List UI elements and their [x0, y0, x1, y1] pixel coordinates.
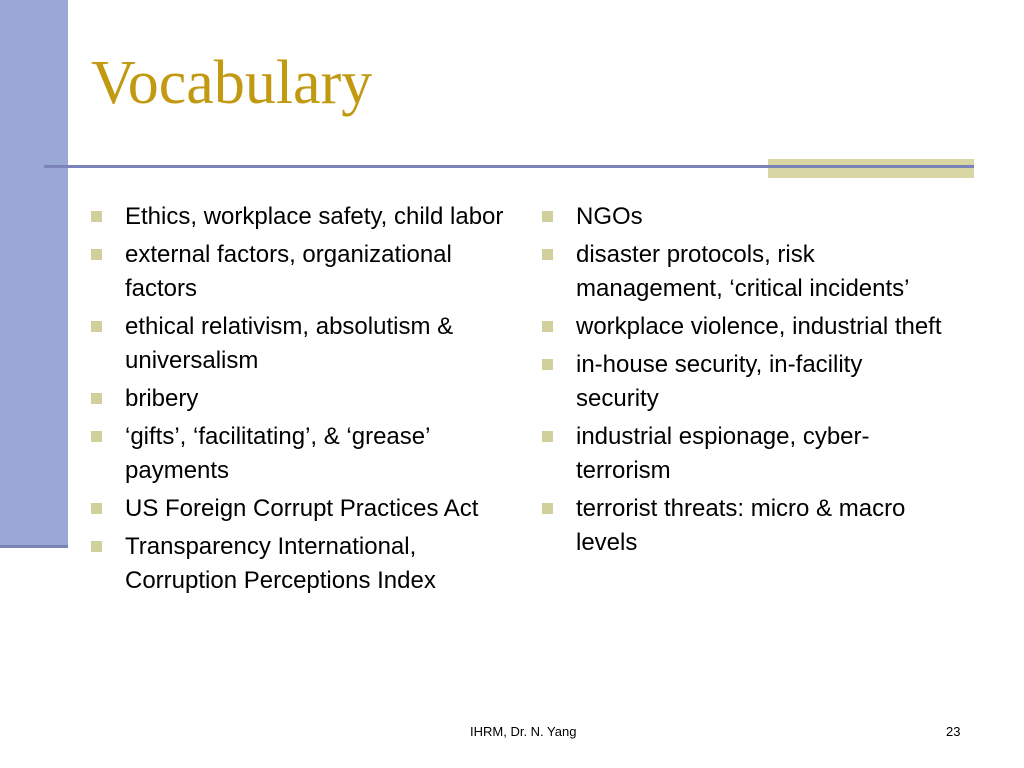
list-item — [541, 310, 951, 344]
list-item — [90, 310, 515, 378]
square-bullet-icon — [542, 503, 553, 514]
square-bullet-icon — [542, 321, 553, 332]
list-item — [541, 238, 951, 306]
list-item-text: terrorist threats: micro & macro levels — [576, 495, 906, 556]
list-item-text: disaster protocols, risk management, ‘critical incidents’ — [576, 241, 910, 302]
list-item — [541, 492, 951, 560]
list-item — [90, 238, 515, 306]
title-accent-block — [768, 159, 974, 178]
list-item-text: Ethics, workplace safety, child labor — [125, 203, 504, 230]
list-item-text: ‘gifts’, ‘facilitating’, & ‘grease’ payments — [125, 423, 430, 484]
square-bullet-icon — [91, 393, 102, 404]
page-number: 23 — [946, 724, 961, 739]
list-item-text: bribery — [125, 385, 199, 412]
square-bullet-icon — [91, 503, 102, 514]
square-bullet-icon — [91, 321, 102, 332]
left-decorative-bar — [0, 0, 68, 548]
left-bullet-list — [90, 200, 515, 602]
list-item — [541, 348, 951, 416]
list-item — [90, 530, 515, 598]
square-bullet-icon — [542, 249, 553, 260]
list-item — [90, 420, 515, 488]
list-item-text: ethical relativism, absolutism & universalism — [125, 313, 454, 374]
list-item — [541, 420, 951, 488]
square-bullet-icon — [542, 431, 553, 442]
slide-title: Vocabulary — [91, 49, 373, 117]
list-item — [90, 492, 515, 526]
title-accent-line — [768, 165, 974, 168]
square-bullet-icon — [91, 541, 102, 552]
list-item-text: workplace violence, industrial theft — [576, 313, 942, 340]
list-item-text: industrial espionage, cyber-terrorism — [576, 423, 870, 484]
list-item-text: US Foreign Corrupt Practices Act — [125, 495, 479, 522]
slide-footer: IHRM, Dr. N. Yang — [470, 724, 577, 739]
list-item-text: external factors, organizational factors — [125, 241, 452, 302]
list-item — [541, 200, 951, 234]
square-bullet-icon — [91, 249, 102, 260]
square-bullet-icon — [542, 211, 553, 222]
list-item-text: Transparency International, Corruption Perceptions Index — [125, 533, 436, 594]
square-bullet-icon — [91, 431, 102, 442]
square-bullet-icon — [91, 211, 102, 222]
right-bullet-list — [541, 200, 951, 564]
list-item-text: in-house security, in-facility security — [576, 351, 863, 412]
left-bar-underline — [0, 545, 68, 548]
square-bullet-icon — [542, 359, 553, 370]
list-item — [90, 382, 515, 416]
list-item — [90, 200, 515, 234]
list-item-text: NGOs — [576, 203, 643, 230]
